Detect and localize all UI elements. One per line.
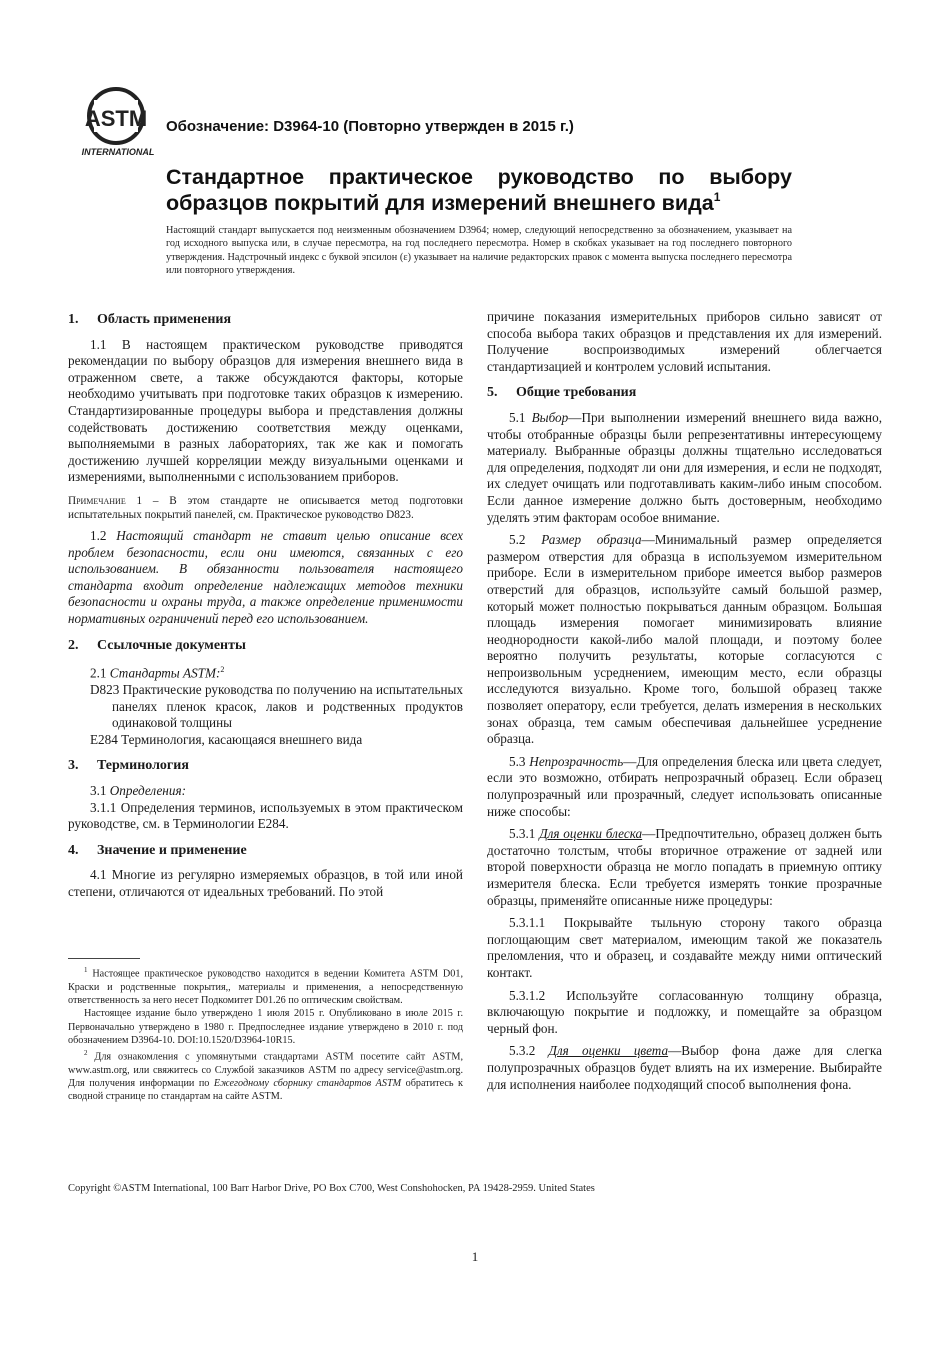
footnotes (68, 964, 463, 1104)
astm-logo (76, 86, 160, 158)
designation: Обозначение: D3964-10 (Повторно утвержден в 2015 г.) (166, 118, 574, 135)
logo-mark: ASTM (84, 106, 148, 131)
paragraph-1-1: 1.1 В настоящем практическом руководстве приводятся рекомендации по выбору образцов для измерения внешнего вида в отраженном свете, а также обсуждаются факторы, которые необходимо учитывать при подготовке таких образцов к измерению. Стандартизированные процедуры выбора и представления должны содействовать достижению соответствия между оценками, выполняемыми в разных лабораториях, так же как и помогать достижению лучшей корреляции между визуальными оценками и измерениями, выполненными с использованием приборов. (68, 336, 463, 485)
paragraph-5-2: 5.2 Размер образца—Минимальный размер определяется размером отверстия для образца в используемом измерительном приборе. Если в измерительном приборе имеется выбор размеров отверстий для образцов, используйте самый большой размер, который может полностью покрываться данным образцом. Большая площадь измерения помогает минимизировать влияние неоднородности какой-либо малой площади, и поэтому более вероятно получить результаты, которые согласуются с непроизвольным усреднением, имеющим место, если образцы исследуются визуально. Кроме того, большой образец также позволяет оператору, если требуется, делать измерения в нескольких зонах образца, тем самым обеспечивая дальнейшее усреднение образца. (487, 532, 883, 747)
footnote-1: $^1$ Настоящее практическое руководство находится в ведении Комитета ASTM D01, Краски и родственные покрытия,, материалы и применения, а непосредственную ответственность за него несет Подкомитет D01.26 по оптическим свойствам. (68, 966, 463, 1006)
paragraph-2-1: 2.1 Стандарты ASTM:$^2$ (90, 665, 225, 681)
reference-d823: D823 Практические руководства по получению на испытательных панелях пленок красок, лаков и родственных продуктов одинаковой толщины (90, 682, 463, 731)
copyright: Copyright ©ASTM International, 100 Barr Harbor Drive, PO Box C700, West Conshohocken, PA 19428-2959. United States (68, 1183, 595, 1194)
footnote-1b: Настоящее издание было утверждено 1 июля 2015 г. Опубликовано в июле 2015 г. Первоначально утверждено в 1980 г. Предпоследнее издание утверждено в 2010 г. под обозначением D3964-10. DOI:10.1520/D3964-10R15. (68, 1008, 463, 1046)
footnote-rule (68, 958, 140, 959)
logo-text: INTERNATIONAL (81, 147, 155, 157)
paragraph-5-3-1-2: 5.3.1.2 Используйте согласованную толщину образца, включающую покрытие и подложку, и помещайте за образцом черный фон. (487, 987, 882, 1036)
paragraph-3-1-1: 3.1.1 Определения терминов, используемых в этом практическом руководстве, см. в Терминологии E284. (68, 799, 463, 832)
section-heading-2: 2. Ссылочные документы (68, 637, 246, 653)
paragraph-3-1: 3.1 Определения: (90, 783, 186, 799)
section-heading-4: 4. Значение и применение (68, 842, 247, 858)
astm-logo-icon (76, 86, 160, 158)
paragraph-4-1-continued: причине показания измерительных приборов сильно зависят от способа выбора таких образцов и представления их для измерений. Получение воспроизводимых измерений облегчается стандартизацией и контролем условий испытания. (487, 309, 882, 374)
footnote-2: $^2$ Для ознакомления с упомянутыми стандартами ASTM посетите сайт ASTM, www.astm.org, или свяжитесь со Службой заказчиков ASTM по адресу service@astm.org. Для получения информации по Ежегодному сборнику стандартов ASTM обратитесь к сводной странице по стандартам на сайте ASTM. (68, 1049, 464, 1103)
paragraph-1-2: 1.2 Настоящий стандарт не ставит целью описание всех проблем безопасности, если они имеются, связанных с его использованием. В обязанности пользователя настоящего стандарта входит определение надлежащих методов техники безопасности и охраны труда, а также определение применимости нормативных ограничений перед его использованием. (68, 527, 464, 626)
title-footnote-mark: 1 (713, 190, 721, 204)
document-title (166, 164, 792, 216)
paragraph-5-3-1-1: 5.3.1.1 Покрывайте тыльную сторону такого образца поглощающим свет материалом, имеющим такой же показатель преломления, что и образец, и создавайте между ними оптический контакт. (487, 915, 882, 980)
left-column (68, 304, 463, 901)
title-text: Стандартное практическое руководство по выбору образцов покрытий для измерений внешнего вида (166, 165, 792, 215)
page-number: 1 (471, 1249, 479, 1264)
section-heading-1: 1. Область применения (68, 312, 232, 327)
paragraph-4-1: 4.1 Многие из регулярно измеряемых образцов, в той или иной степени, отличаются от идеальных требований. По этой (68, 867, 463, 900)
preface: Настоящий стандарт выпускается под неизменным обозначением D3964; номер, следующий непосредственно за обозначением, указывает на год исходного выпуска или, в случае пересмотра, на год последнего пересмотра. Номер в скобках указывает на год последнего повторного утверждения. Надстрочный индекс с буквой эпсилон (ε) указывает на наличие редакторских правок с момента выпуска последнего пересмотра или повторного утверждения. (166, 225, 792, 276)
paragraph-5-3: 5.3 Непрозрачность—Для определения блеска или цвета следует, если это возможно, отбирать непрозрачный образец. Если образец полупрозрачный или прозрачный, следует использовать описанные ниже способы: (487, 753, 882, 819)
section-heading-3: 3. Терминология (68, 758, 189, 774)
paragraph-5-1: 5.1 Выбор—При выполнении измерений внешнего вида важно, чтобы отобранные образцы были репрезентативны интересующему материалу. Выбранные образцы должны тщательно исследоваться для определения, подходят ли они для измерения, и если не подходят, их следует очищать или подготавливать каким-либо иным способом. Если данное измерение должно быть достоверным, необходимо уделять этим факторам особое внимание. (487, 409, 882, 525)
paragraph-5-3-2: 5.3.2 Для оценки цвета—Выбор фона даже для слегка полупрозрачных образцов будет влиять на их измерение. Выбирайте для исполнения наиболее подходящий способ выполнения фона. (487, 1043, 882, 1092)
reference-e284: E284 Терминология, касающаяся внешнего вида (90, 731, 363, 747)
section-heading-5: 5. Общие требования (487, 385, 637, 401)
paragraph-5-3-1: 5.3.1 Для оценки блеска—Предпочтительно, образец должен быть достаточно толстым, чтобы вторичное отражение от задней или второй поверхности образца не могло попадать в приемную оптику измерителя блеска. Если требуется измерять тонкие прозрачные образцы, применяйте описанные ниже процедуры: (487, 826, 882, 908)
right-column (487, 309, 882, 1093)
note-1: Примечание 1 – В этом стандарте не описывается метод подготовки испытательных покрытий панелей, см. Практическое руководство D823. (68, 494, 463, 521)
